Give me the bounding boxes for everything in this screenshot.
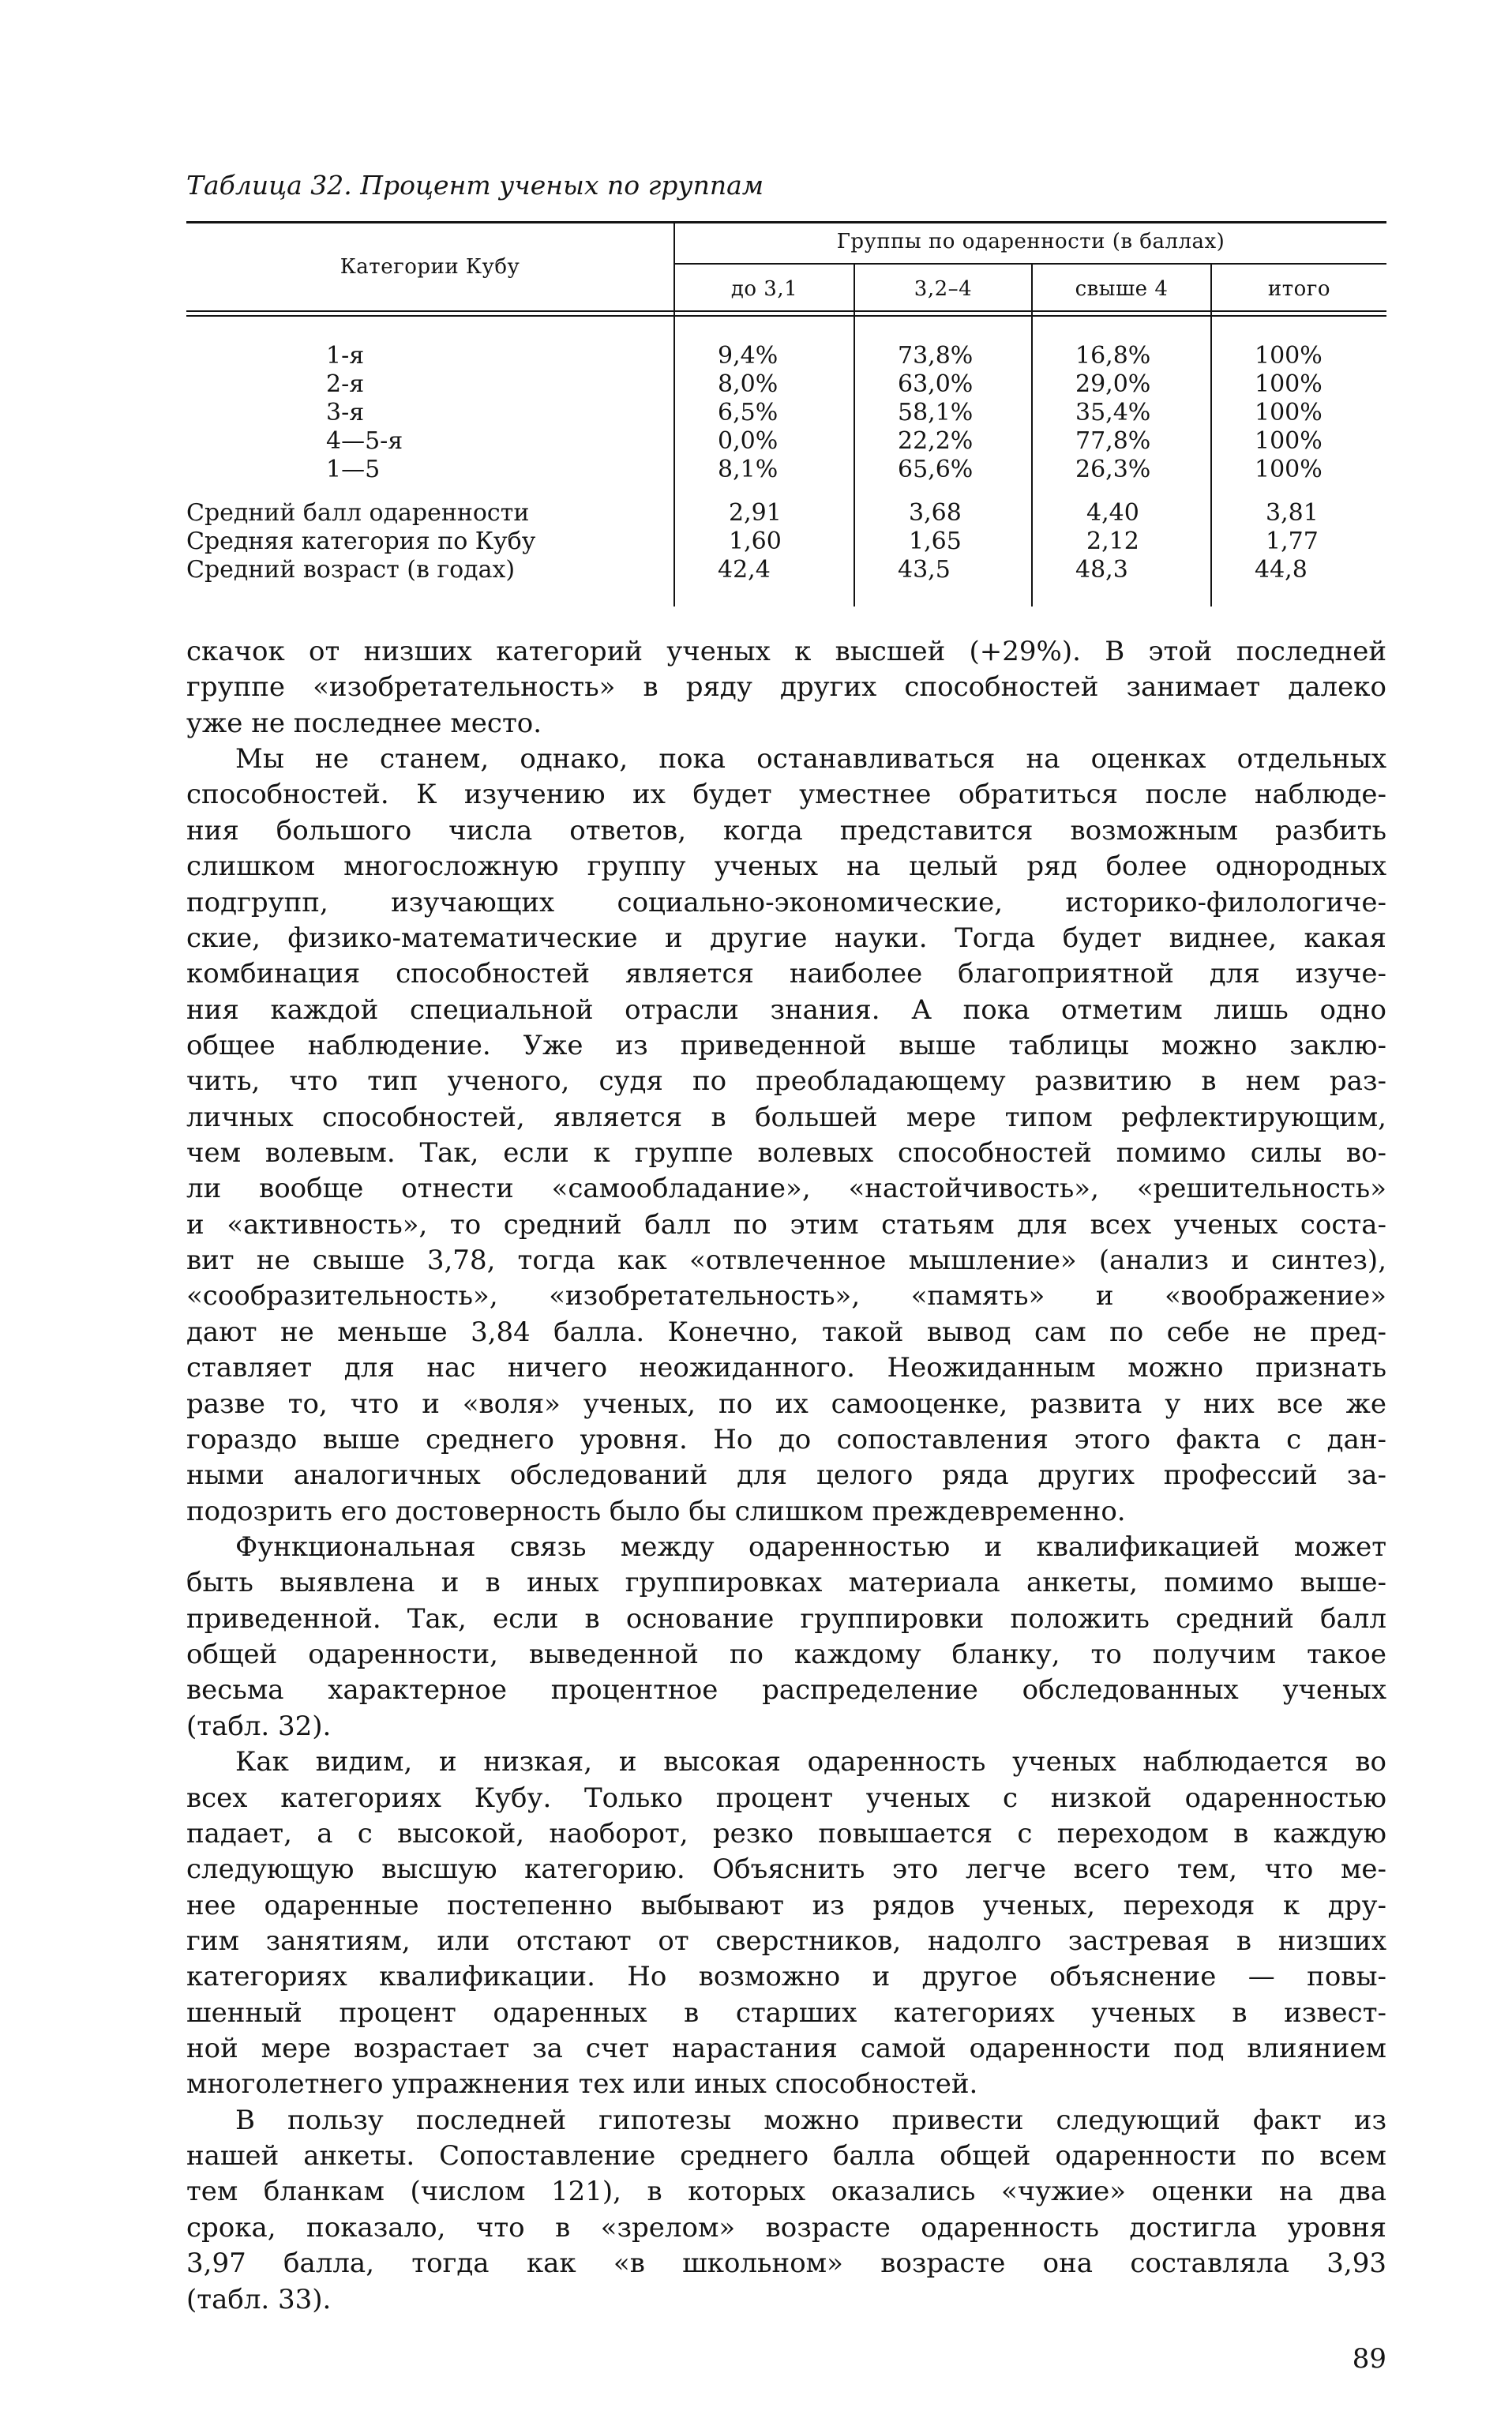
cell-value: 8,1%	[718, 456, 779, 483]
text-line: уже не последнее место.	[186, 707, 542, 739]
text-line: «сообразительность», «изобретательность», «память» и «воображение»	[186, 1280, 1386, 1313]
text-line: скачок от низших категорий ученых к высшей (+29%). В этой последней	[186, 636, 1386, 667]
text-line: разве то, что и «воля» ученых, по их самооценке, развита у них все же	[186, 1388, 1386, 1420]
text-line: группе «изобретательность» в ряду других способностей занимает далеко	[186, 671, 1386, 704]
cell-value: 2,12	[1086, 528, 1139, 555]
paragraph	[186, 634, 1386, 742]
header-double-rule-upper	[186, 310, 1386, 312]
column-header: 3,2–4	[914, 277, 973, 301]
text-line: (табл. 33).	[186, 2283, 332, 2315]
text-line: и «активность», то средний балл по этим статьям для всех ученых соста-	[186, 1208, 1386, 1241]
row-label: Средний балл одаренности	[186, 499, 530, 527]
text-line: нее одаренные постепенно выбывают из рядов ученых, переходя к дру-	[186, 1889, 1386, 1921]
cell-value: 43,5	[898, 556, 951, 584]
column-header: до 3,1	[730, 277, 798, 301]
cell-value: 22,2%	[898, 427, 974, 455]
text-line: тем бланкам (числом 121), в которых оказались «чужие» оценки на два	[186, 2176, 1386, 2208]
cell-value: 100%	[1255, 399, 1323, 426]
text-line: многолетнего упражнения тех или иных способностей.	[186, 2068, 978, 2101]
text-line: ной мере возрастает за счет нарастания самой одаренности под влиянием	[186, 2033, 1386, 2065]
text-line: чить, что тип ученого, судя по преобладающему развитию в нем раз-	[186, 1065, 1386, 1098]
text-line: ли вообще отнести «самообладание», «настойчивость», «решительность»	[186, 1173, 1386, 1205]
cell-value: 48,3	[1075, 556, 1128, 584]
text-line: следующую высшую категорию. Объяснить это легче всего тем, что ме-	[186, 1853, 1386, 1886]
cell-value: 29,0%	[1075, 370, 1151, 398]
text-line: приведенной. Так, если в основание группировки положить средний балл	[186, 1602, 1386, 1635]
text-line: ния большого числа ответов, когда представится возможным разбить	[186, 814, 1386, 847]
text-line: ния каждой специальной отрасли знания. А пока отметим лишь одно	[186, 993, 1386, 1026]
text-line: общей одаренности, выведенной по каждому бланку, то получим такое	[186, 1639, 1386, 1671]
text-line: категориях квалификации. Но возможно и другое объяснение — повы-	[186, 1961, 1386, 1993]
cell-value: 100%	[1255, 370, 1323, 398]
row-label: Средний возраст (в годах)	[186, 556, 516, 584]
text-line: личных способностей, является в большей мере типом рефлектирующим,	[186, 1101, 1386, 1133]
text-line: слишком многосложную группу ученых на целый ряд более однородных	[186, 851, 1386, 883]
row-label: Средняя категория по Кубу	[186, 528, 536, 555]
cell-value: 6,5%	[718, 399, 779, 426]
cell-value: 42,4	[718, 556, 771, 584]
paragraph	[186, 742, 1386, 1530]
text-line: общее наблюдение. Уже из приведенной выше таблицы можно заклю-	[186, 1029, 1386, 1061]
row-label: 1-я	[326, 342, 365, 370]
table-row	[186, 399, 1386, 427]
table-caption: Таблица 32. Процент ученых по группам	[186, 170, 764, 201]
cell-value: 100%	[1255, 342, 1323, 370]
text-line: весьма характерное процентное распределение обследованных ученых	[186, 1674, 1386, 1707]
cell-value: 1,65	[909, 528, 962, 555]
row-label: 1—5	[326, 456, 381, 483]
group-header-label: Группы по одаренности (в баллах)	[836, 230, 1225, 253]
table-row	[186, 499, 1386, 528]
cell-value: 0,0%	[718, 427, 779, 455]
text-line: ские, физико-математические и другие науки. Тогда будет виднее, какая	[186, 922, 1386, 954]
text-line: (табл. 32).	[186, 1710, 332, 1742]
cell-value: 100%	[1255, 456, 1323, 483]
text-line: гораздо выше среднего уровня. Но до сопоставления этого факта с дан-	[186, 1423, 1386, 1455]
cell-value: 3,81	[1266, 499, 1319, 527]
cell-value: 65,6%	[898, 456, 974, 483]
text-line: чем волевым. Так, если к группе волевых способностей помимо силы во-	[186, 1137, 1386, 1170]
text-line: ными аналогичных обследований для целого ряда других профессий за-	[186, 1459, 1386, 1492]
row-label: 2-я	[326, 370, 365, 398]
cell-value: 2,91	[729, 499, 782, 527]
table-top-rule	[186, 221, 1386, 223]
text-line: гим занятиям, или отстают от сверстников, надолго застревая в низших	[186, 1925, 1386, 1957]
cell-value: 4,40	[1086, 499, 1139, 527]
text-line: нашей анкеты. Сопоставление среднего балла общей одаренности по всем	[186, 2140, 1386, 2173]
text-line: дают не меньше 3,84 балла. Конечно, такой вывод сам по себе не пред-	[186, 1316, 1386, 1348]
cell-value: 58,1%	[898, 399, 974, 426]
text-line: вит не свыше 3,78, тогда как «отвлеченное мышление» (анализ и синтез),	[186, 1245, 1386, 1277]
body-text	[186, 634, 1386, 2318]
page-number: 89	[1352, 2343, 1386, 2375]
text-line: комбинация способностей является наиболее благоприятной для изуче-	[186, 958, 1386, 990]
text-line: Мы не станем, однако, пока останавливаться на оценках отдельных	[235, 743, 1386, 775]
paragraph	[186, 1744, 1386, 2103]
text-line: шенный процент одаренных в старших категориях ученых в извест-	[186, 1996, 1386, 2029]
text-line: способностей. К изучению их будет уместнее обратиться после наблюде-	[186, 779, 1386, 811]
text-line: Как видим, и низкая, и высокая одаренность ученых наблюдается во	[235, 1746, 1386, 1778]
table-row	[186, 427, 1386, 456]
data-table	[186, 221, 1386, 608]
cell-value: 100%	[1255, 427, 1323, 455]
cell-value: 35,4%	[1075, 399, 1151, 426]
table-row	[186, 342, 1386, 370]
row-label: 3-я	[326, 399, 365, 426]
cell-value: 44,8	[1255, 556, 1308, 584]
table-row	[186, 528, 1386, 556]
cell-value: 8,0%	[718, 370, 779, 398]
header-double-rule-lower	[186, 315, 1386, 317]
text-line: Функциональная связь между одаренностью и квалификацией может	[235, 1530, 1386, 1563]
cell-value: 1,77	[1266, 528, 1319, 555]
table-row	[186, 456, 1386, 484]
text-line: всех категориях Кубу. Только процент ученых с низкой одаренностью	[186, 1782, 1386, 1814]
text-line: подозрить его достоверность было бы слишком преждевременно.	[186, 1495, 1126, 1527]
text-line: срока, показало, что в «зрелом» возрасте одаренность достигла уровня	[186, 2211, 1386, 2244]
paragraph	[186, 1530, 1386, 1744]
text-line: В пользу последней гипотезы можно привести следующий факт из	[235, 2104, 1386, 2136]
cell-value: 3,68	[909, 499, 962, 527]
text-line: 3,97 балла, тогда как «в школьном» возрасте она составляла 3,93	[186, 2248, 1386, 2280]
cell-value: 9,4%	[718, 342, 779, 370]
table-row	[186, 556, 1386, 584]
text-line: подгрупп, изучающих социально-экономические, историко-филологиче-	[186, 886, 1386, 918]
paragraph	[186, 2103, 1386, 2318]
column-header: итого	[1267, 277, 1331, 301]
table-row	[186, 370, 1386, 399]
row-header-label: Категории Кубу	[340, 255, 520, 279]
row-label: 4—5-я	[326, 427, 403, 455]
cell-value: 26,3%	[1075, 456, 1151, 483]
text-line: падает, а с высокой, наоборот, резко повышается с переходом в каждую	[186, 1817, 1386, 1850]
cell-value: 77,8%	[1075, 427, 1151, 455]
cell-value: 1,60	[729, 528, 782, 555]
text-line: ставляет для нас ничего неожиданного. Неожиданным можно признать	[186, 1352, 1386, 1384]
column-header: свыше 4	[1075, 277, 1169, 301]
cell-value: 16,8%	[1075, 342, 1151, 370]
text-line: быть выявлена и в иных группировках материала анкеты, помимо выше-	[186, 1567, 1386, 1599]
cell-value: 73,8%	[898, 342, 974, 370]
cell-value: 63,0%	[898, 370, 974, 398]
